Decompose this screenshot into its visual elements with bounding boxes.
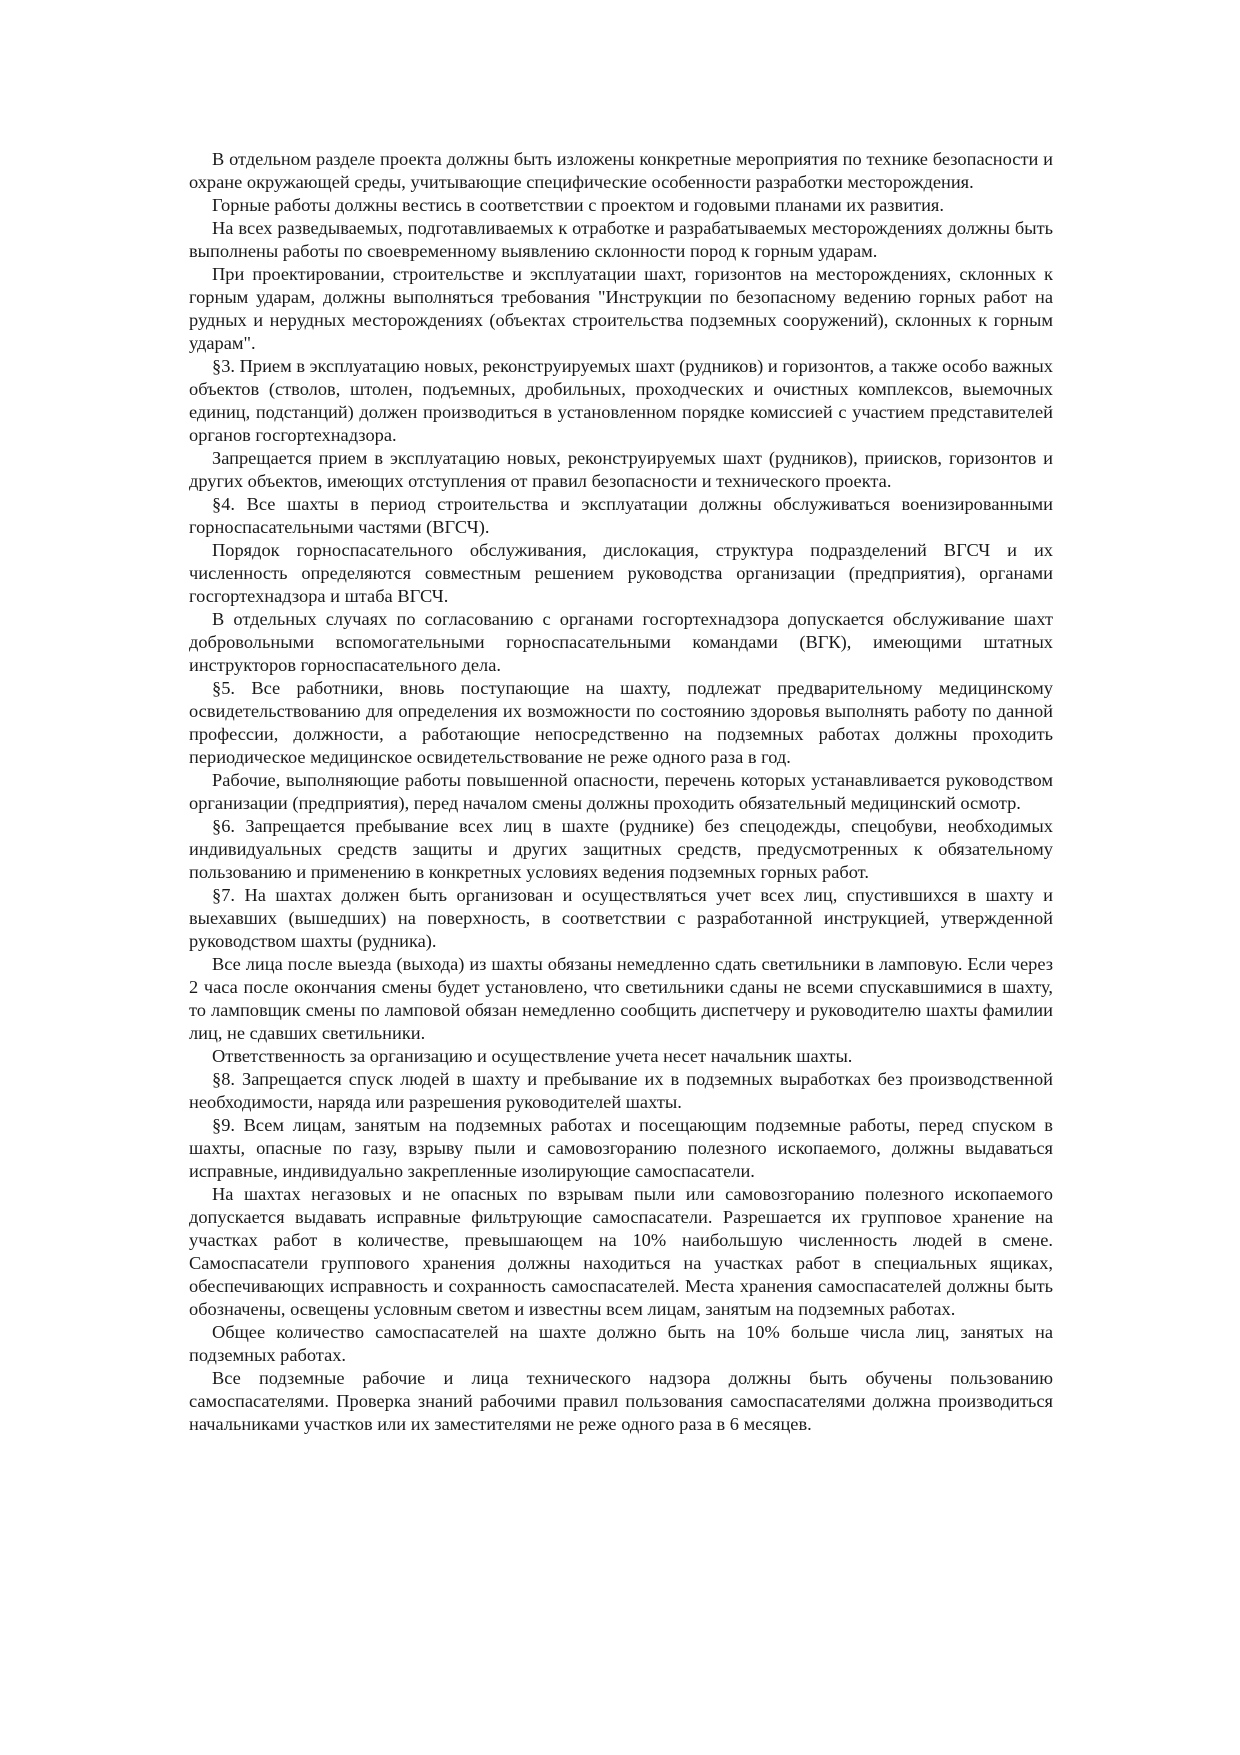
paragraph: Запрещается прием в эксплуатацию новых, реконструируемых шахт (рудников), приисков, горизонтов и других объектов, имеющих отступления от правил безопасности и технического проекта. [189,448,1053,491]
paragraph: Общее количество самоспасателей на шахте должно быть на 10% больше числа лиц, занятых на подземных работах. [189,1322,1053,1365]
paragraph-section-6: §6. Запрещается пребывание всех лиц в шахте (руднике) без спецодежды, спецобуви, необходимых индивидуальных средств защиты и других защитных средств, предусмотренных к обязательному пользованию и применению в конкретных условиях ведения подземных горных работ. [189,816,1053,882]
document-body [189,148,1053,1436]
paragraph: Все лица после выезда (выхода) из шахты обязаны немедленно сдать светильники в ламповую. Если через 2 часа после окончания смены будет установлено, что светильники сданы не всеми спускавшимися в шахту, то ламповщик смены по ламповой обязан немедленно сообщить диспетчеру и руководителю шахты фамилии лиц, не сдавших светильники. [189,954,1053,1043]
paragraph-section-4: §4. Все шахты в период строительства и эксплуатации должны обслуживаться военизированными горноспасательными частями (ВГСЧ). [189,494,1053,537]
paragraph-section-9: §9. Всем лицам, занятым на подземных работах и посещающим подземные работы, перед спуском в шахты, опасные по газу, взрыву пыли и самовозгоранию полезного ископаемого, должны выдаваться исправные, индивидуально закрепленные изолирующие самоспасатели. [189,1115,1053,1181]
paragraph: Порядок горноспасательного обслуживания, дислокация, структура подразделений ВГСЧ и их численность определяются совместным решением руководства организации (предприятия), органами госгортехнадзора и штаба ВГСЧ. [189,540,1053,606]
paragraph-section-8: §8. Запрещается спуск людей в шахту и пребывание их в подземных выработках без производственной необходимости, наряда или разрешения руководителей шахты. [189,1069,1053,1112]
paragraph: Рабочие, выполняющие работы повышенной опасности, перечень которых устанавливается руководством организации (предприятия), перед началом смены должны проходить обязательный медицинский осмотр. [189,770,1053,813]
paragraph: В отдельном разделе проекта должны быть изложены конкретные мероприятия по технике безопасности и охране окружающей среды, учитывающие специфические особенности разработки месторождения. [189,149,1053,192]
paragraph: На всех разведываемых, подготавливаемых к отработке и разрабатываемых месторождениях должны быть выполнены работы по своевременному выявлению склонности пород к горным ударам. [189,218,1053,261]
paragraph: На шахтах негазовых и не опасных по взрывам пыли или самовозгоранию полезного ископаемого допускается выдавать исправные фильтрующие самоспасатели. Разрешается их групповое хранение на участках работ в количестве, превышающем на 10% наибольшую численность людей в смене. Самоспасатели группового хранения должны находиться на участках работ в специальных ящиках, обеспечивающих исправность и сохранность самоспасателей. Места хранения самоспасателей должны быть обозначены, освещены условным светом и известны всем лицам, занятым на подземных работах. [189,1184,1053,1319]
paragraph-section-5: §5. Все работники, вновь поступающие на шахту, подлежат предварительному медицинскому освидетельствованию для определения их возможности по состоянию здоровья выполнять работу по данной профессии, должности, а работающие непосредственно на подземных работах должны проходить периодическое медицинское освидетельствование не реже одного раза в год. [189,678,1053,767]
paragraph: При проектировании, строительстве и эксплуатации шахт, горизонтов на месторождениях, склонных к горным ударам, должны выполняться требования "Инструкции по безопасному ведению горных работ на рудных и нерудных месторождениях (объектах строительства подземных сооружений), склонных к горным ударам". [189,264,1053,353]
paragraph-section-7: §7. На шахтах должен быть организован и осуществляться учет всех лиц, спустившихся в шахту и выехавших (вышедших) на поверхность, в соответствии с разработанной инструкцией, утвержденной руководством шахты (рудника). [189,885,1053,951]
paragraph: В отдельных случаях по согласованию с органами госгортехнадзора допускается обслуживание шахт добровольными вспомогательными горноспасательными командами (ВГК), имеющими штатных инструкторов горноспасательного дела. [189,609,1053,675]
paragraph: Ответственность за организацию и осуществление учета несет начальник шахты. [212,1046,853,1066]
paragraph: Горные работы должны вестись в соответствии с проектом и годовыми планами их развития. [212,195,944,215]
paragraph-section-3: §3. Прием в эксплуатацию новых, реконструируемых шахт (рудников) и горизонтов, а также особо важных объектов (стволов, штолен, подъемных, дробильных, проходческих и очистных комплексов, выемочных единиц, подстанций) должен производиться в установленном порядке комиссией с участием представителей органов госгортехнадзора. [189,356,1053,445]
paragraph: Все подземные рабочие и лица технического надзора должны быть обучены пользованию самоспасателями. Проверка знаний рабочими правил пользования самоспасателями должна производиться начальниками участков или их заместителями не реже одного раза в 6 месяцев. [189,1368,1053,1434]
